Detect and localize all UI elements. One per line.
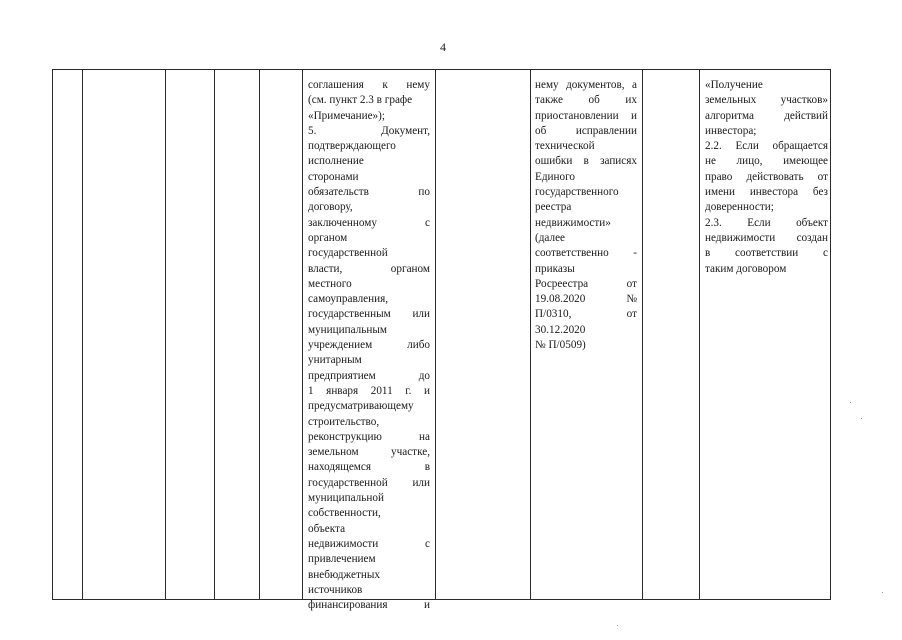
text-line: «Примечание»); (308, 109, 385, 122)
text-word: предприятием (308, 369, 376, 382)
text-word: их (625, 94, 637, 107)
text-word: объект (796, 216, 828, 229)
text-word: в (424, 461, 430, 474)
text-word: 2011 (370, 384, 393, 397)
text-word: января (326, 384, 359, 397)
text-word: к (382, 79, 388, 91)
column-divider (82, 70, 83, 599)
text-line (535, 292, 637, 307)
text-word: 2.3. (705, 216, 722, 229)
text-line (705, 139, 828, 154)
text-word: недвижимости (308, 537, 379, 550)
column-divider (642, 70, 643, 599)
text-word: документов, (566, 79, 625, 91)
text-line: государственной (308, 247, 388, 260)
text-word: ошибки (535, 155, 573, 168)
text-word: записях (600, 155, 637, 168)
text-word: обязательств (308, 186, 369, 199)
text-word: 5. (308, 124, 317, 137)
text-word: приостановлении (535, 109, 619, 122)
text-line (308, 369, 430, 384)
text-word: по (418, 186, 430, 199)
text-line (705, 154, 828, 169)
text-line: «Получение (705, 79, 763, 91)
text-line: исполнение (308, 155, 364, 168)
text-word: нему (406, 79, 430, 91)
text-line: государственного (535, 186, 619, 199)
text-word: об (588, 94, 600, 107)
text-word: в (583, 155, 589, 168)
column-10-text (705, 78, 828, 277)
text-line: (см. пункт 2.3 в графе (308, 94, 413, 107)
text-word: исправлении (575, 124, 637, 137)
text-line: собственности, (308, 507, 381, 520)
text-line (308, 262, 430, 277)
text-line: таким договором (705, 262, 787, 275)
text-line: унитарным (308, 354, 362, 367)
column-divider (165, 70, 166, 599)
text-line: строительство, (308, 415, 380, 428)
text-line (535, 109, 637, 124)
text-word: об (535, 124, 547, 137)
column-divider (699, 70, 700, 599)
text-word: лицо, (736, 155, 763, 168)
text-word: земельных (705, 94, 757, 107)
text-line (308, 307, 430, 322)
text-line (308, 537, 430, 552)
text-word: в (705, 247, 711, 260)
text-word: от (817, 170, 828, 183)
text-line (535, 154, 637, 169)
text-line: инвестора; (705, 124, 757, 137)
column-divider (302, 70, 303, 599)
text-line: органом (308, 231, 348, 244)
text-line: недвижимости» (535, 216, 611, 229)
text-line: источников (308, 583, 363, 596)
text-line (308, 598, 430, 613)
text-line (308, 384, 430, 399)
text-word: участков» (780, 94, 828, 107)
text-line (535, 246, 637, 261)
column-divider (435, 70, 436, 599)
text-word: с (425, 216, 430, 229)
text-line (705, 246, 828, 261)
text-line: приказы (535, 262, 575, 275)
text-line (535, 277, 637, 292)
text-word: власти, (308, 262, 343, 275)
text-word: соответственно (535, 247, 609, 260)
text-word: и (423, 384, 430, 397)
text-line (535, 307, 637, 322)
text-line (535, 93, 637, 108)
text-word: и (424, 599, 430, 612)
text-word: 1 (308, 384, 314, 397)
text-line: местного (308, 277, 352, 290)
text-word: алгоритма (705, 109, 754, 122)
text-word: реконструкцию (308, 430, 382, 443)
text-word: инвестора (749, 186, 799, 199)
text-line (705, 93, 828, 108)
column-8-text (535, 78, 637, 353)
text-word: земельном (308, 446, 359, 459)
column-divider (214, 70, 215, 599)
text-word: от (626, 308, 637, 321)
text-word: финансирования (308, 599, 388, 612)
text-word: создан (796, 231, 828, 244)
scan-speck (882, 592, 883, 593)
text-word: недвижимости (705, 231, 776, 244)
text-line: реестра (535, 201, 572, 214)
text-word: 2.2. (705, 140, 722, 153)
text-word: не (705, 155, 716, 168)
text-word: Документ, (381, 124, 430, 137)
text-word: до (418, 369, 430, 382)
text-word: на (419, 430, 430, 443)
text-word: - (633, 247, 637, 260)
text-line: технической (535, 140, 595, 153)
text-line (308, 430, 430, 445)
page-number: 4 (440, 40, 446, 54)
text-word: соответствии (735, 247, 799, 260)
column-divider (259, 70, 260, 599)
text-line: муниципальной (308, 492, 384, 505)
text-word: либо (407, 339, 430, 352)
text-word: действий (784, 109, 828, 122)
text-word: право (705, 170, 733, 183)
text-word: государственным (308, 308, 391, 321)
text-word: № (626, 293, 637, 306)
text-word: имеющее (783, 155, 828, 168)
text-word: заключенному (308, 216, 377, 229)
text-line (308, 460, 430, 475)
text-word: 19.08.2020 (535, 293, 586, 306)
text-line: № П/0509) (535, 339, 586, 352)
text-word: с (823, 247, 828, 260)
text-line: (далее (535, 231, 565, 244)
text-line (705, 185, 828, 200)
text-word: обращается (772, 140, 828, 153)
text-line (308, 476, 430, 491)
text-word: Росреестра (535, 277, 589, 290)
text-line (535, 124, 637, 139)
text-line: самоуправления, (308, 293, 389, 306)
text-line: 30.12.2020 (535, 323, 586, 336)
text-line: муниципальным (308, 323, 387, 336)
text-line: Единого (535, 170, 575, 183)
text-word: нему (535, 79, 559, 91)
text-line: договору, (308, 201, 353, 214)
text-word: с (425, 537, 430, 550)
text-line: доверенности; (705, 201, 774, 214)
text-word: Если (735, 140, 759, 153)
scan-speck (850, 402, 851, 403)
text-word: учреждением (308, 339, 373, 352)
text-word: Если (747, 216, 771, 229)
text-word: соглашения (308, 79, 364, 91)
text-line (308, 124, 430, 139)
text-word: или (412, 308, 430, 321)
text-line (705, 170, 828, 185)
column-divider (530, 70, 531, 599)
scan-speck (861, 418, 862, 419)
text-line (705, 231, 828, 246)
text-word: или (412, 476, 430, 489)
text-word: от (626, 277, 637, 290)
text-line: внебюджетных (308, 568, 380, 581)
text-word: без (812, 186, 828, 199)
text-word: органом (390, 262, 430, 275)
text-word: а (632, 79, 637, 91)
text-word: также (535, 94, 563, 107)
text-line: подтверждающего (308, 140, 396, 153)
scan-speck (617, 625, 618, 626)
document-table (52, 69, 831, 612)
text-word: находящемся (308, 461, 371, 474)
text-line (308, 185, 430, 200)
text-line (705, 216, 828, 231)
text-line (705, 109, 828, 124)
text-word: государственной (308, 476, 388, 489)
text-word: и (631, 109, 637, 122)
text-line (308, 78, 430, 93)
text-line: объекта (308, 522, 346, 535)
text-word: действовать (746, 170, 804, 183)
column-6-text (308, 78, 430, 613)
text-word: имени (705, 186, 736, 199)
text-line (308, 216, 430, 231)
text-line (308, 445, 430, 460)
text-line (308, 338, 430, 353)
text-line (535, 78, 637, 93)
text-word: П/0310, (535, 308, 572, 321)
text-line: сторонами (308, 170, 359, 183)
text-word: участке, (391, 446, 430, 459)
text-line: привлечением (308, 553, 376, 566)
text-word: г. (405, 384, 412, 397)
text-line: предусматривающему (308, 400, 414, 413)
